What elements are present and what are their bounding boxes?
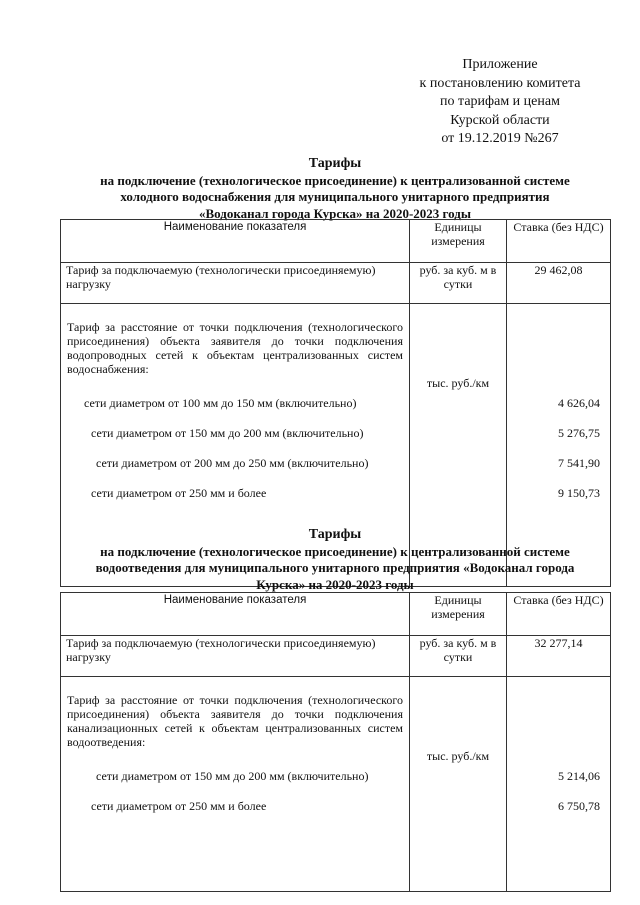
title-line: на подключение (технологическое присоединение) к централизованной системе — [100, 172, 570, 188]
header-unit: Единицы измерения — [410, 593, 507, 636]
appendix-line: Курской области — [450, 112, 550, 128]
row-unit: тыс. руб./км — [410, 677, 507, 892]
header-name: Наименование показателя — [61, 220, 410, 263]
row-rate: 5 276,75 — [558, 426, 600, 440]
section1-title — [60, 156, 610, 222]
table-header-row — [61, 593, 611, 636]
row-name: Тариф за подключаемую (технологически присоединяемую) нагрузку — [61, 636, 410, 677]
diameter-label: сети диаметром от 200 мм до 250 мм (включительно) — [96, 456, 369, 470]
row-name-cell — [61, 677, 410, 892]
table-row — [61, 636, 611, 677]
row-description: Тариф за расстояние от точки подключения (технологического присоединения) объекта заявителя до точки подключения водопроводных сетей к объектам централизованных систем водоснабжения: — [67, 320, 403, 376]
table-header-row — [61, 220, 611, 263]
title-line: «Водоканал города Курска» на 2020-2023 годы — [199, 205, 471, 221]
row-rate: 7 541,90 — [558, 456, 600, 470]
appendix-line: по тарифам и ценам — [440, 94, 560, 109]
title-line: Тарифы — [308, 527, 362, 542]
title-line: Курска» на 2020-2023 годы — [256, 576, 414, 592]
row-rate: 5 214,06 — [558, 769, 600, 783]
diameter-label: сети диаметром от 100 мм до 150 мм (включительно) — [84, 396, 357, 410]
diameter-label: сети диаметром от 150 мм до 200 мм (включительно) — [91, 426, 364, 440]
row-rate: 29 462,08 — [507, 263, 611, 304]
header-unit: Единицы измерения — [410, 220, 507, 263]
appendix-line: к постановлению комитета — [419, 75, 581, 91]
diameter-label: сети диаметром от 250 мм и более — [91, 799, 267, 813]
table-row — [61, 263, 611, 304]
row-name: Тариф за подключаемую (технологически присоединяемую) нагрузку — [61, 263, 410, 304]
diameter-label: сети диаметром от 250 мм и более — [91, 486, 267, 500]
row-rate: 6 750,78 — [558, 799, 600, 813]
row-unit: руб. за куб. м в сутки — [410, 636, 507, 677]
row-rates-cell — [507, 677, 611, 892]
appendix-line: от 19.12.2019 №267 — [441, 131, 559, 146]
title-line: холодного водоснабжения для муниципального унитарного предприятия — [120, 189, 550, 204]
header-name: Наименование показателя — [61, 593, 410, 636]
header-rate: Ставка (без НДС) — [507, 220, 611, 263]
row-unit: тыс. руб./км — [410, 304, 507, 587]
title-line: Тарифы — [308, 156, 362, 171]
wastewater-tariff-table — [60, 592, 611, 892]
diameter-label: сети диаметром от 150 мм до 200 мм (включительно) — [96, 769, 369, 783]
section2-title — [60, 527, 610, 593]
row-unit: руб. за куб. м в сутки — [410, 263, 507, 304]
header-rate: Ставка (без НДС) — [507, 593, 611, 636]
table-row — [61, 677, 611, 892]
row-description: Тариф за расстояние от точки подключения (технологического присоединения) объекта заявителя до точки подключения канализационных сетей к объектам централизованных систем водоотведения: — [67, 693, 403, 749]
row-rate: 9 150,73 — [558, 486, 600, 500]
appendix-block — [400, 56, 600, 149]
title-line: водоотведения для муниципального унитарного предприятия «Водоканал города — [95, 560, 575, 575]
title-line: на подключение (технологическое присоединение) к централизованной системе — [100, 543, 570, 559]
appendix-line: Приложение — [462, 57, 538, 72]
row-rate: 32 277,14 — [507, 636, 611, 677]
row-rate: 4 626,04 — [558, 396, 600, 410]
